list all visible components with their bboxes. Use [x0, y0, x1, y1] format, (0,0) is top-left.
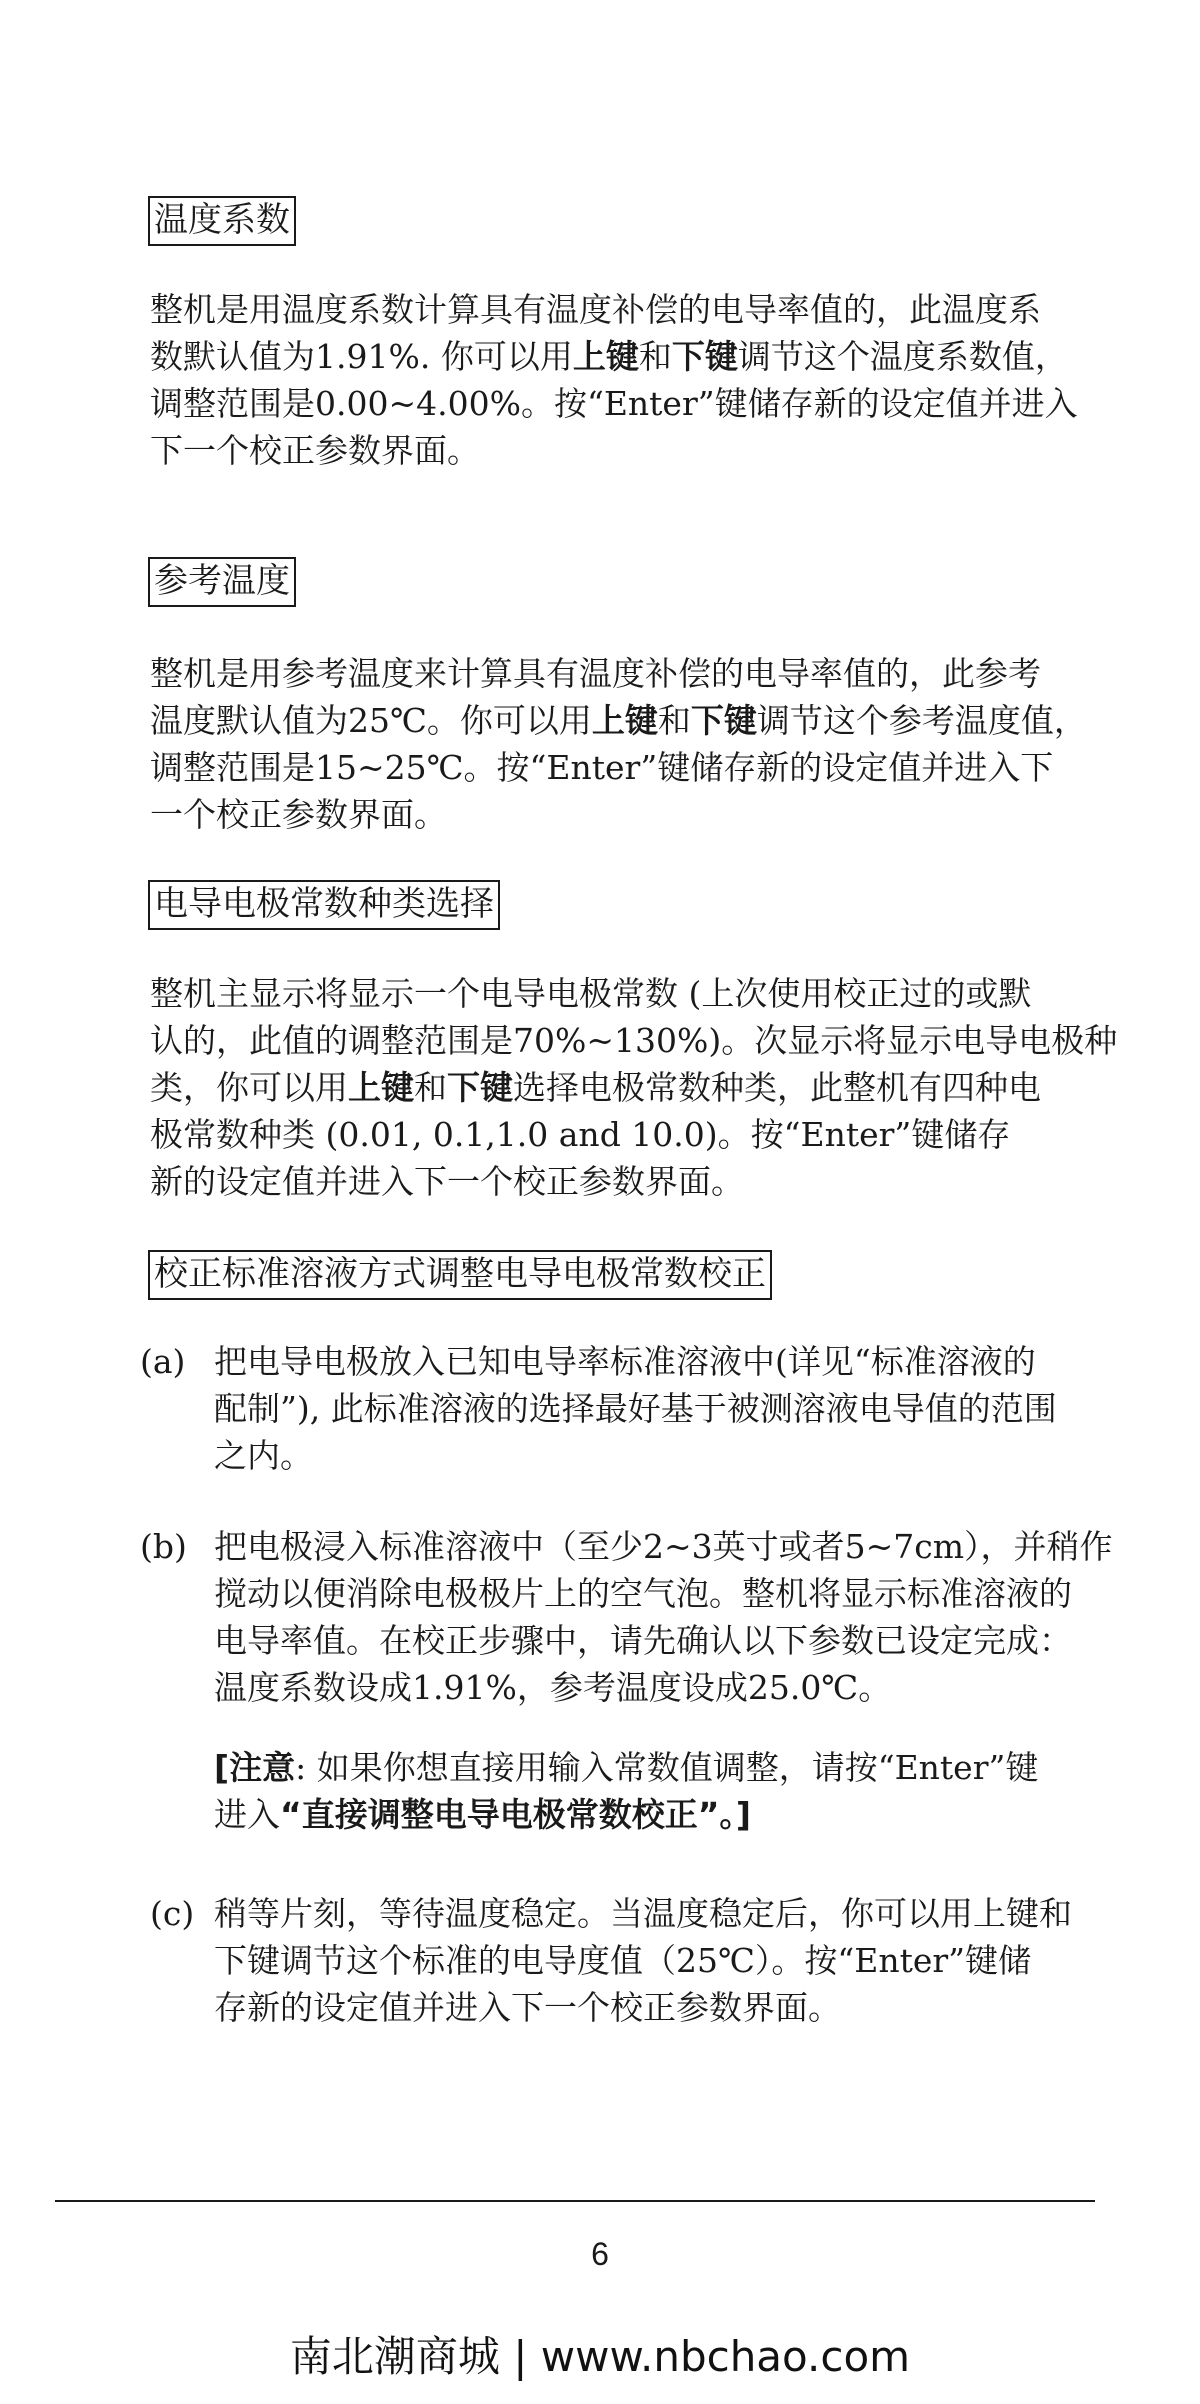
text-line	[150, 286, 1130, 333]
text-line	[150, 791, 1130, 838]
text-run: 整机是用参考温度来计算具有温度补偿的电导率值的，此参考	[150, 654, 1041, 693]
list-item-b	[140, 1523, 1140, 1838]
text-run: 稍等片刻，等待温度稳定。当温度稳定后，你可以用上键和	[214, 1894, 1072, 1933]
text-line	[150, 1158, 1130, 1205]
text-run: 新的设定值并进入下一个校正参数界面。	[150, 1162, 744, 1201]
section-heading-reference-temperature: 参考温度	[148, 557, 296, 607]
text-line	[150, 380, 1130, 427]
text-line	[150, 1111, 1130, 1158]
text-run: 之内。	[214, 1436, 313, 1475]
text-run: 极常数种类 (0.01, 0.1,1.0 and 10.0)。按“Enter”键储存	[150, 1115, 1011, 1154]
text-run: 存新的设定值并进入下一个校正参数界面。	[214, 1988, 841, 2027]
footer-watermark: 南北潮商城 | www.nbchao.com	[289, 2332, 911, 2381]
bold-text-run: 下键	[447, 1068, 513, 1107]
list-marker-b: (b)	[140, 1527, 187, 1566]
bold-text-run: 上键	[572, 337, 639, 376]
paragraph-temperature-coefficient	[150, 286, 1130, 474]
text-line	[150, 970, 1130, 1017]
text-line	[150, 744, 1130, 791]
text-run: 类，你可以用	[150, 1068, 348, 1107]
page-number: 6	[591, 2236, 609, 2272]
text-line	[150, 1064, 1130, 1111]
list-item-a-text	[214, 1338, 1140, 1479]
text-run: 整机是用温度系数计算具有温度补偿的电导率值的，此温度系	[150, 290, 1041, 329]
bold-text-run: [注意	[214, 1748, 296, 1787]
text-line	[214, 1617, 1140, 1664]
paragraph-reference-temperature	[150, 650, 1130, 838]
footer-divider	[55, 2200, 1095, 2202]
text-run: 下一个校正参数界面。	[150, 431, 480, 470]
text-run: 电导率值。在校正步骤中，请先确认以下参数已设定完成：	[214, 1621, 1072, 1660]
list-item-b-note	[214, 1744, 1140, 1838]
text-run: 进入	[214, 1795, 280, 1834]
text-line	[214, 1890, 1150, 1937]
list-item-a	[140, 1338, 1140, 1479]
text-line	[214, 1523, 1140, 1570]
text-run: 把电极浸入标准溶液中（至少2~3英寸或者5~7cm），并稍作	[214, 1527, 1113, 1566]
section-heading-standard-solution-calibration: 校正标准溶液方式调整电导电极常数校正	[148, 1250, 772, 1300]
list-item-b-text	[214, 1523, 1140, 1711]
text-run: 选择电极常数种类，此整机有四种电	[513, 1068, 1041, 1107]
text-line	[214, 1744, 1140, 1791]
text-line	[214, 1791, 1140, 1838]
text-line	[150, 427, 1130, 474]
text-run: 把电导电极放入已知电导率标准溶液中(详见“标准溶液的	[214, 1342, 1036, 1381]
text-run: 调整范围是15~25℃。按“Enter”键储存新的设定值并进入下	[150, 748, 1054, 787]
text-line	[214, 1432, 1140, 1479]
text-run: 和	[657, 701, 691, 740]
bold-text-run: 上键	[591, 701, 658, 740]
text-line	[214, 1664, 1140, 1711]
text-run: 和	[638, 337, 672, 376]
text-run: 温度系数设成1.91%，参考温度设成25.0℃。	[214, 1668, 892, 1707]
text-run: 调节这个参考温度值，	[756, 701, 1087, 740]
list-item-c	[150, 1890, 1150, 2031]
bold-text-run: “直接调整电导电极常数校正”。]	[280, 1795, 751, 1834]
text-line	[214, 1984, 1150, 2031]
text-line	[150, 1017, 1130, 1064]
text-line	[214, 1338, 1140, 1385]
text-line	[150, 333, 1130, 380]
bold-text-run: 下键	[671, 337, 738, 376]
text-run: : 如果你想直接用输入常数值调整，请按“Enter”键	[295, 1748, 1039, 1787]
text-line	[214, 1385, 1140, 1432]
text-run: 整机主显示将显示一个电导电极常数 (上次使用校正过的或默	[150, 974, 1032, 1013]
text-line	[150, 697, 1130, 744]
list-marker-c: (c)	[150, 1894, 195, 1933]
text-run: 搅动以便消除电极极片上的空气泡。整机将显示标准溶液的	[214, 1574, 1072, 1613]
section-heading-temperature-coefficient: 温度系数	[148, 196, 296, 246]
text-run: 调整范围是0.00~4.00%。按“Enter”键储存新的设定值并进入	[150, 384, 1078, 423]
text-run: 配制”), 此标准溶液的选择最好基于被测溶液电导值的范围	[214, 1389, 1057, 1428]
section-heading-electrode-constant-type: 电导电极常数种类选择	[148, 880, 500, 930]
bold-text-run: 下键	[690, 701, 757, 740]
paragraph-electrode-constant-type	[150, 970, 1130, 1205]
text-run: 数默认值为1.91%. 你可以用	[150, 337, 573, 376]
text-line	[150, 650, 1130, 697]
list-marker-a: (a)	[140, 1342, 186, 1381]
list-item-c-text	[214, 1890, 1150, 2031]
text-run: 下键调节这个标准的电导度值（25℃）。按“Enter”键储	[214, 1941, 1032, 1980]
text-run: 一个校正参数界面。	[150, 795, 447, 834]
text-run: 和	[414, 1068, 447, 1107]
text-run: 认的，此值的调整范围是70%~130%)。次显示将显示电导电极种	[150, 1021, 1118, 1060]
text-line	[214, 1937, 1150, 1984]
text-run: 调节这个温度系数值，	[737, 337, 1068, 376]
bold-text-run: 上键	[348, 1068, 414, 1107]
text-line	[214, 1570, 1140, 1617]
text-run: 温度默认值为25℃。你可以用	[150, 701, 592, 740]
